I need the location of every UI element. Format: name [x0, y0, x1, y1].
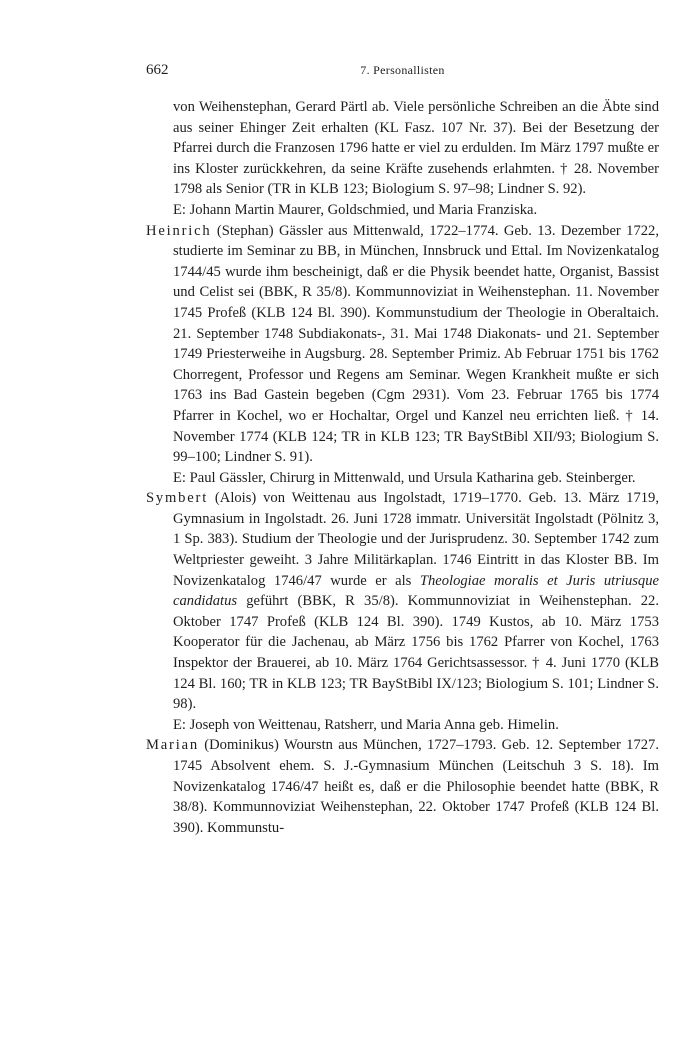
entry-text: geführt (BBK, R 35/8). Kommunnoviziat in Weihenstephan. 22. Oktober 1747 Profeß (KLB 124 Bl. 390). 1749 Kustos, ab 10. März 1753 Kooperator für die Jachenau, ab März 1756 bis 1762 Pfarrer von Kochel, 1763 Inspektor der Brauerei, ab 10. März 1764 Gerichtsassessor. † 4. Juni 1770 (KLB 124 Bl. 160; TR in KLB 123; TR BayStBibl IX/123; Biologium S. 101; Lindner S. 98).: [173, 593, 659, 713]
running-title: 7. Personallisten: [360, 63, 445, 77]
page-header: [146, 62, 659, 84]
entry-text: (Alois) von Weittenau aus Ingolstadt, 1719–1770. Geb. 13. März 1719, Gymnasium in Ingolstadt. 26. Juni 1728 immatr. Universität Ingolstadt (Pölnitz 3, 1 Sp. 383). Studium der Theologie und der Jurisprudenz. 30. September 1742 zum Weltpriester geweiht. 3 Jahre Militärkaplan. 1746 Eintritt in das Kloster BB. Im Novizenkatalog 1746/47 wurde er als: [173, 490, 659, 589]
page-number: 662: [146, 62, 169, 78]
entry-parents: E: Joseph von Weittenau, Ratsherr, und Maria Anna geb. Himelin.: [173, 716, 559, 733]
italic-phrase: Theologiae moralis et Juris utriusque candidatus: [173, 572, 659, 610]
entry-name: Heinrich: [146, 222, 212, 239]
body-text: [146, 97, 659, 838]
entry-text: (Stephan) Gässler aus Mittenwald, 1722–1774. Geb. 13. Dezember 1722, studierte im Seminar zu BB, in München, Innsbruck und Ettal. Im Novizenkatalog 1744/45 wurde ihm bescheinigt, daß er die Physik beendet hatte, Organist, Bassist und Celist sei (BBK, R 35/8). Kommunnoviziat in Weihenstephan. 11. November 1745 Profeß (KLB 124 Bl. 390). Kommunstudium der Theologie in Oberaltaich. 21. September 1748 Subdiakonats-, 31. Mai 1748 Diakonats- und 21. September 1749 Priesterweihe in Augsburg. 28. September Primiz. Ab Februar 1751 bis 1762 Chorregent, Professor und Regens am Seminar. Wegen Krankheit mußte er sich 1763 ins Bad Gastein begeben (Cgm 2931). Vom 23. Februar 1765 bis 1774 Pfarrer in Kochel, wo er Hochaltar, Orgel und Kanzel neu errichten ließ. † 14. November 1774 (KLB 124; TR in KLB 123; TR BayStBibl XII/93; Biologium S. 99–100; Lindner S. 91).: [173, 222, 659, 466]
entry-text: (Dominikus) Wourstn aus München, 1727–1793. Geb. 12. September 1727. 1745 Absolvent ehem. S. J.-Gymnasium München (Leitschuh 3 S. 18). Im Novizenkatalog 1746/47 heißt es, daß er die Philosophie beendet hatte (BBK, R 38/8). Kommunnoviziat Weihenstephan, 22. Oktober 1747 Profeß (KLB 124 Bl. 390). Kommunstu-: [173, 737, 659, 836]
entry-name: Symbert: [146, 490, 209, 507]
entry-name: Marian: [146, 737, 199, 754]
entry-marian: [146, 735, 659, 838]
intro-parents: E: Johann Martin Maurer, Goldschmied, und Maria Franziska.: [173, 201, 538, 218]
entry-parents: E: Paul Gässler, Chirurg in Mittenwald, und Ursula Katharina geb. Steinberger.: [173, 469, 636, 486]
entry-heinrich: [146, 221, 659, 468]
intro-paragraph: von Weihenstephan, Gerard Pärtl ab. Viele persönliche Schreiben an die Äbte sind aus seiner Ehinger Zeit erhalten (KL Fasz. 107 Nr. 37). Bei der Besetzung der Pfarrei durch die Franzosen 1796 hatte er viel zu erdulden. Im März 1797 mußte er ins Kloster zurückkehren, da seine Kräfte zusehends erlahmten. † 28. November 1798 als Senior (TR in KLB 123; Biologium S. 97–98; Lindner S. 92).: [173, 99, 659, 198]
entry-symbert: [146, 488, 659, 715]
